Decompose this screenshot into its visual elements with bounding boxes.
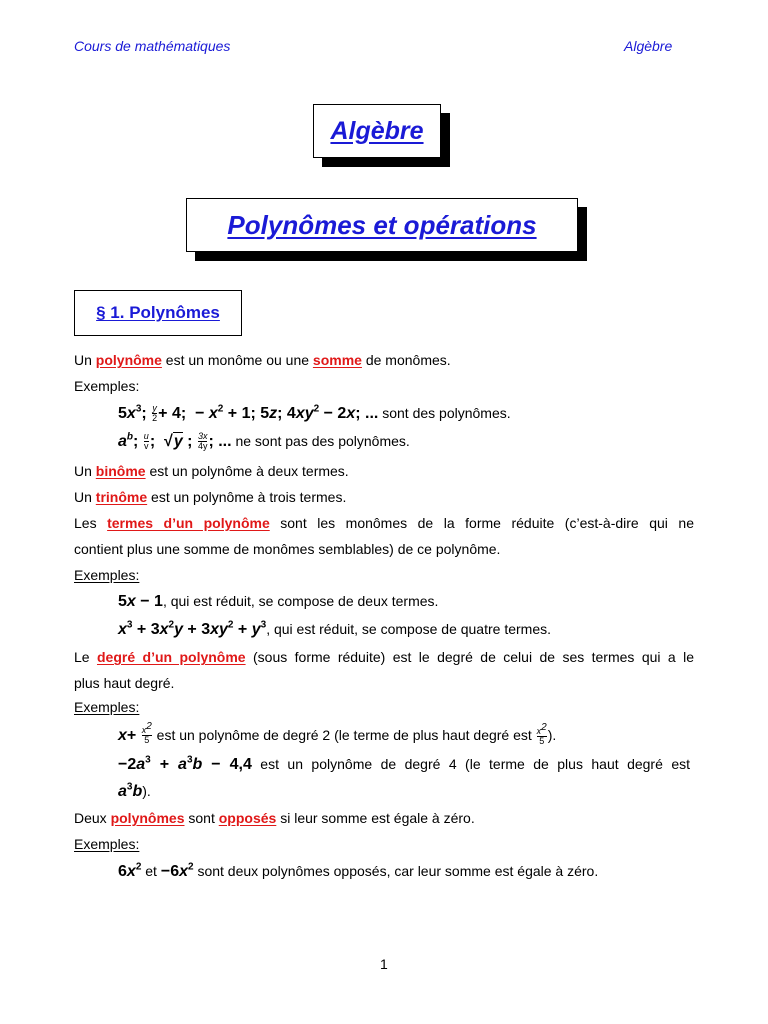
page-number: 1	[380, 956, 388, 972]
definition-trinome: Un trinôme est un polynôme à trois termes.	[74, 489, 347, 505]
subtitle-box	[186, 198, 578, 252]
examples-label: Exemples:	[74, 378, 140, 394]
definition-polynome: Un polynôme est un monôme ou une somme de monômes.	[74, 352, 451, 368]
example-degree-2: x+ $\frac{x^2}{5}$ est un polynôme de degré 2 (le terme de plus haut degré est $\frac{x^2}{5}$ ).	[118, 721, 557, 746]
section-heading: § 1. Polynômes	[96, 303, 220, 322]
example-degree-4-line1: $-2a^3 + a^3b - 4,4$ est un polynôme de degré 4 (le terme de plus haut degré est	[118, 754, 690, 773]
definition-termes-line1: Les termes d’un polynôme sont les monômes de la forme réduite (c’est-à-dire qui ne	[74, 515, 694, 531]
example-opposites: $6x^2$ et $-6x^2$ sont deux polynômes opposés, car leur somme est égale à zéro.	[118, 861, 599, 880]
definition-binome: Un binôme est un polynôme à deux termes.	[74, 463, 349, 479]
header-chapter: Algèbre	[624, 38, 673, 54]
example-degree-4-line2: $a^3b$).	[118, 781, 151, 800]
examples-label: Exemples:	[74, 567, 140, 583]
definition-opposes: Deux polynômes sont opposés si leur somme est égale à zéro.	[74, 810, 475, 826]
definition-termes-line2: contient plus une somme de monômes semblables) de ce polynôme.	[74, 541, 501, 557]
page-subtitle: Polynômes et opérations	[227, 209, 537, 240]
example-polynomials: $5x^3$; $\frac{y}{2}$ + 4; − $x^2 + 1$; 5z; $4xy^2 - 2x$; ... sont des polynômes.	[118, 403, 511, 424]
page-title: Algèbre	[330, 116, 424, 145]
section-box	[74, 290, 242, 336]
header-course-title: Cours de mathématiques	[74, 38, 231, 54]
example-two-terms: 5x − 1, qui est réduit, se compose de deux termes.	[118, 593, 439, 610]
example-non-polynomials: $a^b$; $\frac{u}{v}$ ; √y ; $\frac{3x}{4y}$ ; ... ne sont pas des polynômes.	[118, 431, 410, 452]
example-four-terms: $x^3 + 3x^2y + 3xy^2 + y^3$, qui est réduit, se compose de quatre termes.	[118, 619, 551, 638]
title-box	[313, 104, 441, 158]
examples-label: Exemples:	[74, 836, 140, 852]
definition-degre-line1: Le degré d’un polynôme (sous forme réduite) est le degré de celui de ses termes qui a le	[74, 649, 694, 665]
examples-label: Exemples:	[74, 699, 140, 715]
definition-degre-line2: plus haut degré.	[74, 675, 175, 691]
